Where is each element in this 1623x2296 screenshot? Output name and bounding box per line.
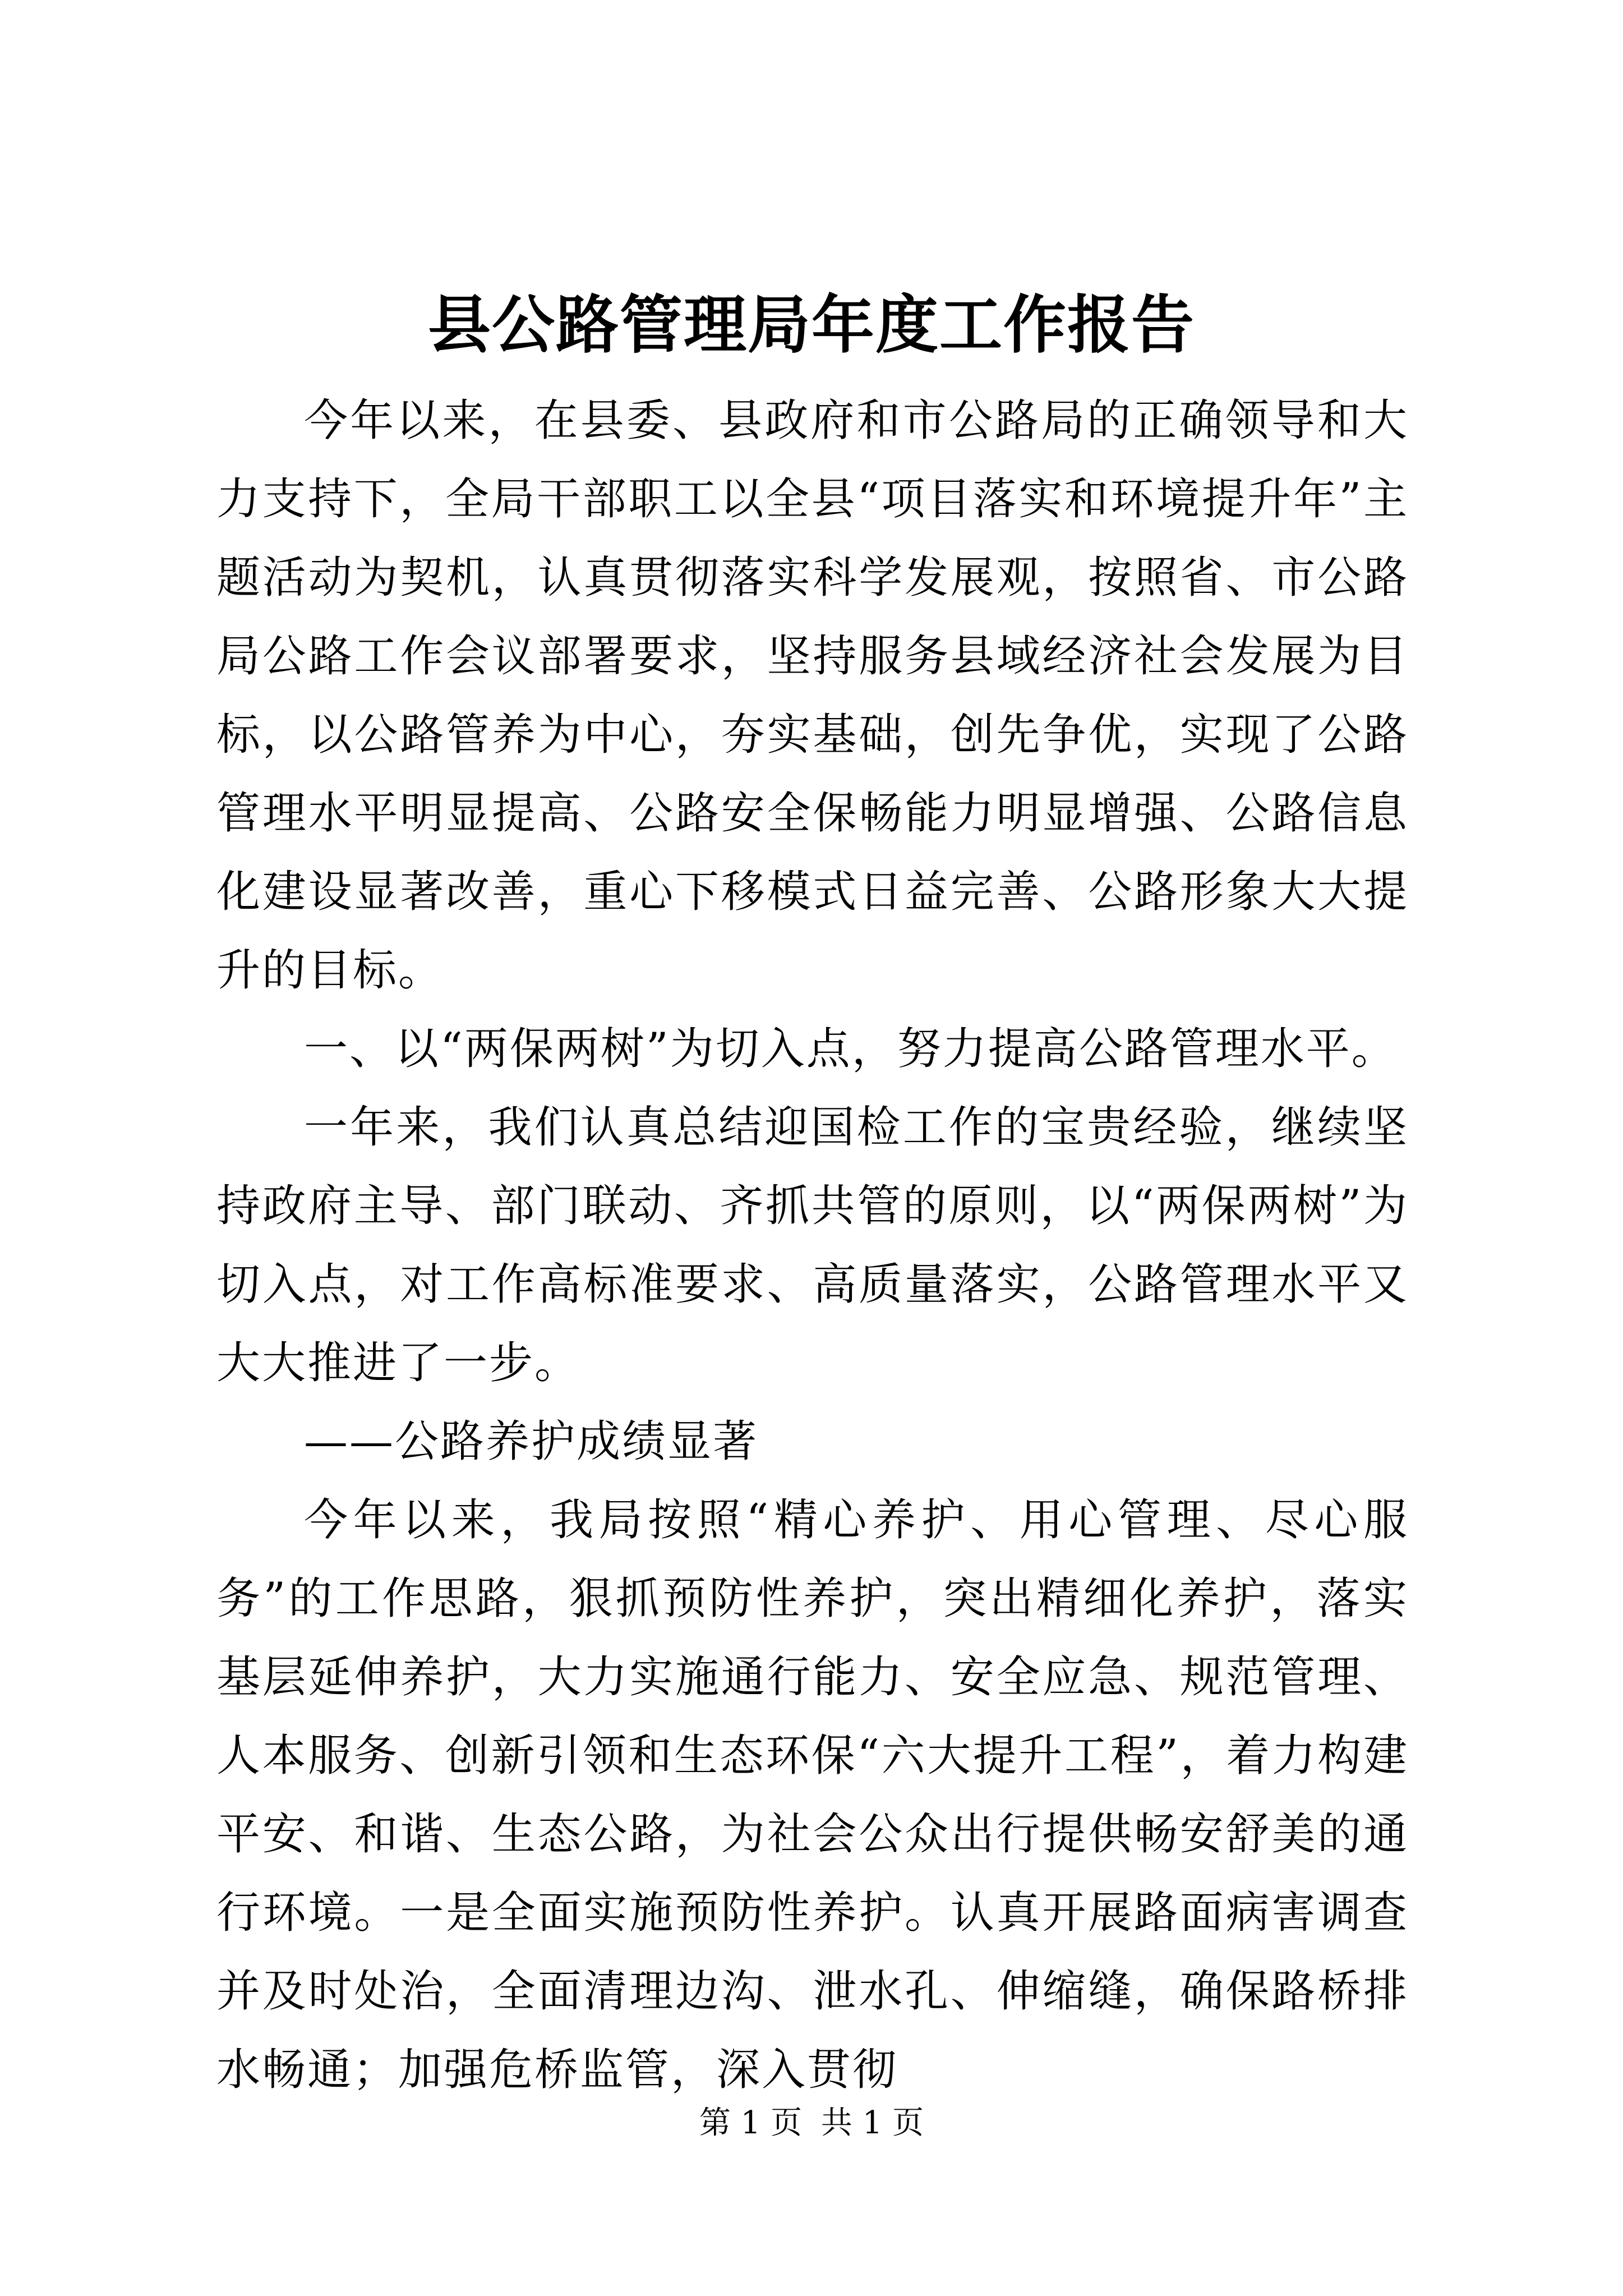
paragraph-intro: 今年以来，在县委、县政府和市公路局的正确领导和大力支持下，全局干部职工以全县“项目落实和环境提升年”主题活动为契机，认真贯彻落实科学发展观，按照省、市公路局公路工作会议部署要求，坚持服务县域经济社会发展为目标，以公路管养为中心，夯实基础，创先争优，实现了公路管理水平明显提高、公路安全保畅能力明显增强、公路信息化建设显著改善，重心下移模式日益完善、公路形象大大提升的目标。 [216,395,1409,996]
page-number: 第 1 页 [699,2105,803,2141]
paragraph-summary: 一年来，我们认真总结迎国检工作的宝贵经验，继续坚持政府主导、部门联动、齐抓共管的原则，以“两保两树”为切入点，对工作高标准要求、高质量落实，公路管理水平又大大推进了一步。 [216,1102,1409,1388]
subheading-maintenance: ——公路养护成绩显著 [304,1416,759,1467]
document-title: 县公路管理局年度工作报告 [428,288,1195,362]
paragraph-maintenance: 今年以来，我局按照“精心养护、用心管理、尽心服务”的工作思路，狠抓预防性养护，突出精细化养护，落实基层延伸养护，大力实施通行能力、安全应急、规范管理、人本服务、创新引领和生态环保“六大提升工程”，着力构建平安、和谐、生态公路，为社会公众出行提供畅安舒美的通行环境。一是全面实施预防性养护。认真开展路面病害调查并及时处治，全面清理边沟、泄水孔、伸缩缝，确保路桥排水畅通；加强危桥监管，深入贯彻 [216,1495,1409,2095]
page-footer [0,2101,1623,2146]
section-heading-1: 一、以“两保两树”为切入点，努力提高公路管理水平。 [304,1024,1397,1074]
page-total: 共 1 页 [820,2105,924,2141]
document-body [216,381,1409,2109]
